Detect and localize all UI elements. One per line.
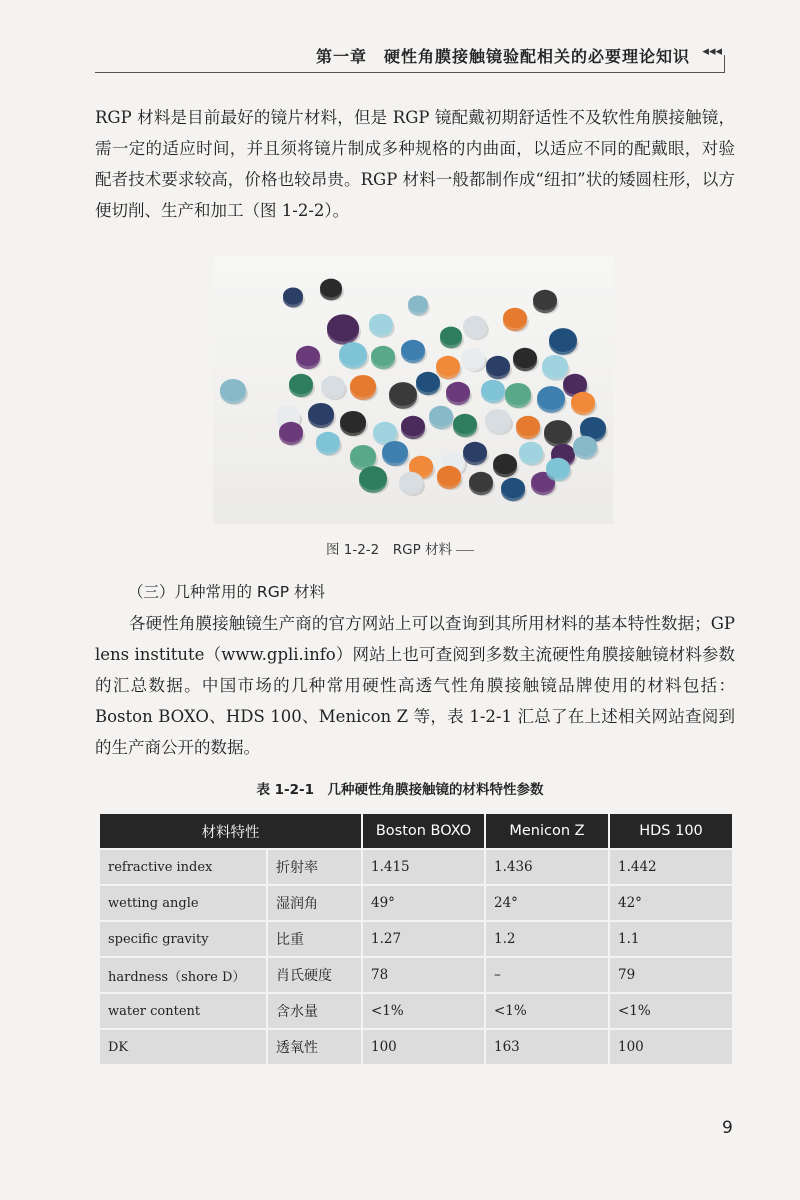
rgp-button [220, 379, 246, 401]
rgp-button [571, 392, 595, 412]
rgp-button [505, 383, 531, 405]
value-menicon: 163 [485, 1029, 609, 1065]
rgp-button [446, 382, 470, 402]
rgp-button [320, 279, 342, 298]
value-hds: 1.442 [609, 849, 733, 885]
rgp-button [549, 328, 577, 352]
rgp-button [481, 380, 505, 400]
rgp-button [371, 346, 395, 366]
property-name-en: water content [99, 993, 267, 1029]
rgp-button [437, 466, 461, 486]
table-row [99, 885, 733, 921]
rgp-button [429, 406, 453, 426]
rgp-button [501, 478, 525, 498]
property-name-zh: 肖氏硬度 [267, 957, 362, 993]
header-property: 材料特性 [99, 813, 362, 849]
property-name-zh: 比重 [267, 921, 362, 957]
rgp-button [296, 346, 320, 366]
rgp-button [373, 422, 397, 442]
materials-paragraph: 各硬性角膜接触镜生产商的官方网站上可以查询到其所用材料的基本特性数据；GP lens institute（www.gpli.info）网站上也可查阅到多数主流硬性角膜接触镜材料参数的汇总数据。中国市场的几种常用硬性高透气性角膜接触镜品牌使用的材料包括：Boston BOXO、HDS 100、Menicon Z 等，表 1-2-1 汇总了在上述相关网站查阅到的生产商公开的数据。 [95, 614, 735, 757]
rgp-button [308, 403, 334, 425]
table-row [99, 921, 733, 957]
rgp-button [289, 374, 313, 394]
property-name-en: hardness（shore D） [99, 957, 267, 993]
rgp-button [493, 454, 517, 474]
rgp-button [359, 466, 387, 490]
value-menicon: – [485, 957, 609, 993]
header-menicon-z: Menicon Z [485, 813, 609, 849]
rgp-button [519, 442, 543, 462]
value-hds: 100 [609, 1029, 733, 1065]
rgp-button [516, 416, 540, 436]
rgp-button [327, 314, 359, 341]
rgp-button [382, 441, 408, 463]
value-menicon: 1.436 [485, 849, 609, 885]
rgp-button [546, 458, 570, 478]
header-rule [95, 72, 725, 73]
property-name-zh: 透氧性 [267, 1029, 362, 1065]
section-heading: （三）几种常用的 RGP 材料 [128, 583, 325, 601]
running-header-title: 第一章 硬性角膜接触镜验配相关的必要理论知识 [315, 47, 690, 66]
rgp-button [316, 432, 340, 452]
rgp-button [436, 356, 460, 376]
table-caption: 表 1-2-1 几种硬性角膜接触镜的材料特性参数 [256, 782, 544, 798]
rgp-button [537, 386, 565, 410]
rgp-button [369, 314, 393, 334]
table-header-row [99, 813, 733, 849]
property-name-en: specific gravity [99, 921, 267, 957]
intro-paragraph: RGP 材料是目前最好的镜片材料，但是 RGP 镜配戴初期舒适性不及软性角膜接触镜，需一定的适应时间，并且须将镜片制成多种规格的内曲面，以适应不同的配戴眼，对验配者技术要求较高，价格也较昂贵。RGP 材料一般都制作成“纽扣”状的矮圆柱形，以方便切削、生产和加工（图 1-2-2）。 [95, 108, 735, 220]
value-menicon: 1.2 [485, 921, 609, 957]
header-rule-tick [724, 55, 725, 73]
rgp-button [340, 411, 366, 433]
rgp-button [453, 414, 477, 434]
rgp-button [401, 416, 425, 436]
rgp-button [542, 355, 568, 377]
rgp-button [408, 296, 428, 313]
rgp-materials-photo [213, 256, 613, 524]
rgp-button [463, 442, 487, 462]
value-boston: 78 [362, 957, 485, 993]
rgp-buttons-illustration [213, 256, 613, 524]
rgp-button [283, 288, 303, 305]
page-number: 9 [722, 1118, 733, 1138]
rgp-button [401, 340, 425, 360]
property-name-en: wetting angle [99, 885, 267, 921]
rgp-button [563, 374, 587, 394]
rgp-button [279, 422, 303, 442]
value-boston: <1% [362, 993, 485, 1029]
rgp-button [503, 308, 527, 328]
rgp-button [573, 436, 597, 456]
rgp-button [399, 472, 423, 492]
value-boston: 49° [362, 885, 485, 921]
header-hds-100: HDS 100 [609, 813, 733, 849]
property-name-zh: 含水量 [267, 993, 362, 1029]
table-row [99, 957, 733, 993]
rgp-button [463, 316, 487, 336]
figure-caption [0, 538, 800, 558]
figure-caption-text: 图 1-2-2 RGP 材料 [325, 542, 453, 558]
property-name-zh: 湿润角 [267, 885, 362, 921]
rgp-button [533, 290, 557, 310]
table-row [99, 849, 733, 885]
rgp-button [485, 409, 511, 431]
rgp-button [469, 472, 493, 492]
property-name-en: DK [99, 1029, 267, 1065]
rgp-button [350, 375, 376, 397]
rgp-button [544, 420, 572, 444]
material-properties-table [98, 812, 734, 1066]
rgp-button [461, 348, 485, 368]
table-row [99, 993, 733, 1029]
rgp-button [350, 445, 376, 467]
rgp-button [416, 372, 440, 392]
rgp-button [580, 417, 606, 439]
rgp-button [440, 327, 462, 346]
header-arrows-icon: ◂◂◂ [702, 44, 722, 59]
value-menicon: <1% [485, 993, 609, 1029]
rgp-button [513, 348, 537, 368]
value-hds: 1.1 [609, 921, 733, 957]
value-hds: 79 [609, 957, 733, 993]
property-name-zh: 折射率 [267, 849, 362, 885]
value-menicon: 24° [485, 885, 609, 921]
value-hds: 42° [609, 885, 733, 921]
table-row [99, 1029, 733, 1065]
rgp-button [339, 342, 367, 366]
value-boston: 100 [362, 1029, 485, 1065]
rgp-button [321, 376, 345, 396]
rgp-button [486, 356, 510, 376]
value-boston: 1.27 [362, 921, 485, 957]
header-boston-boxo: Boston BOXO [362, 813, 485, 849]
value-hds: <1% [609, 993, 733, 1029]
rgp-button [389, 382, 417, 406]
value-boston: 1.415 [362, 849, 485, 885]
property-name-en: refractive index [99, 849, 267, 885]
